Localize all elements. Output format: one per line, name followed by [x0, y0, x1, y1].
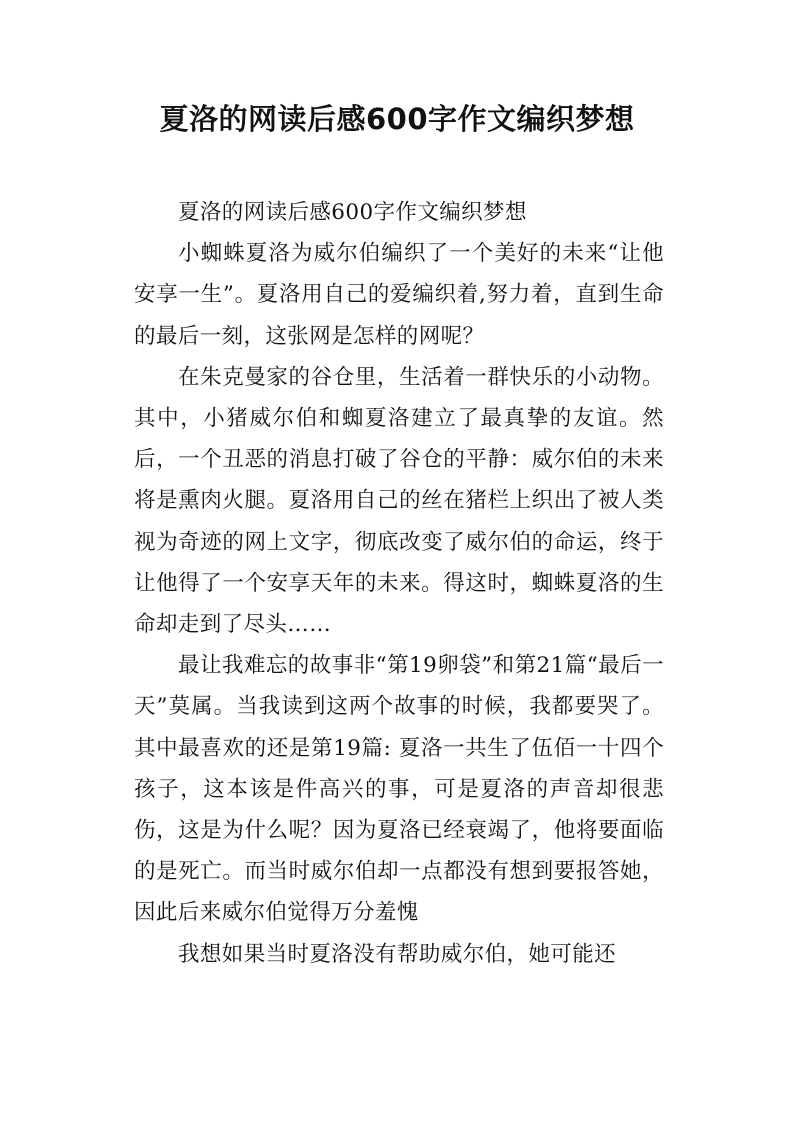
paragraph-favorite: 最让我难忘的故事非“第19卵袋”和第21篇“最后一天”莫属。当我读到这两个故事的时候，我都要哭了。其中最喜欢的还是第19篇: 夏洛一共生了伍佰一十四个孩子，这本该是件高兴的事，可是夏洛的声音却很悲伤，这是为什么呢？因为夏洛已经衰竭了，他将要面临的是死亡。而当时威尔伯却一点都没有想到要报答她，因此后来威尔伯觉得万分羞愧 — [134, 653, 664, 926]
document-body — [134, 192, 664, 975]
paragraph-reflection: 我想如果当时夏洛没有帮助威尔伯，她可能还 — [178, 941, 617, 967]
paragraph-subtitle: 夏洛的网读后感600字作文编织梦想 — [178, 200, 527, 225]
paragraph-intro: 小蜘蛛夏洛为威尔伯编织了一个美好的未来“让他安享一生”。夏洛用自己的爱编织着,努力着，直到生命的最后一刻，这张网是怎样的网呢？ — [134, 241, 664, 349]
document-title: 夏洛的网读后感600字作文编织梦想 — [159, 102, 635, 136]
paragraph-story: 在朱克曼家的谷仓里，生活着一群快乐的小动物。其中，小猪威尔伯和蜘夏洛建立了最真挚的友谊。然后，一个丑恶的消息打破了谷仓的平静：威尔伯的未来将是熏肉火腿。夏洛用自己的丝在猪栏上织出了被人类视为奇迹的网上文字，彻底改变了威尔伯的命运，终于让他得了一个安享天年的未来。得这时，蜘蛛夏洛的生命却走到了尽头…… — [134, 364, 664, 638]
